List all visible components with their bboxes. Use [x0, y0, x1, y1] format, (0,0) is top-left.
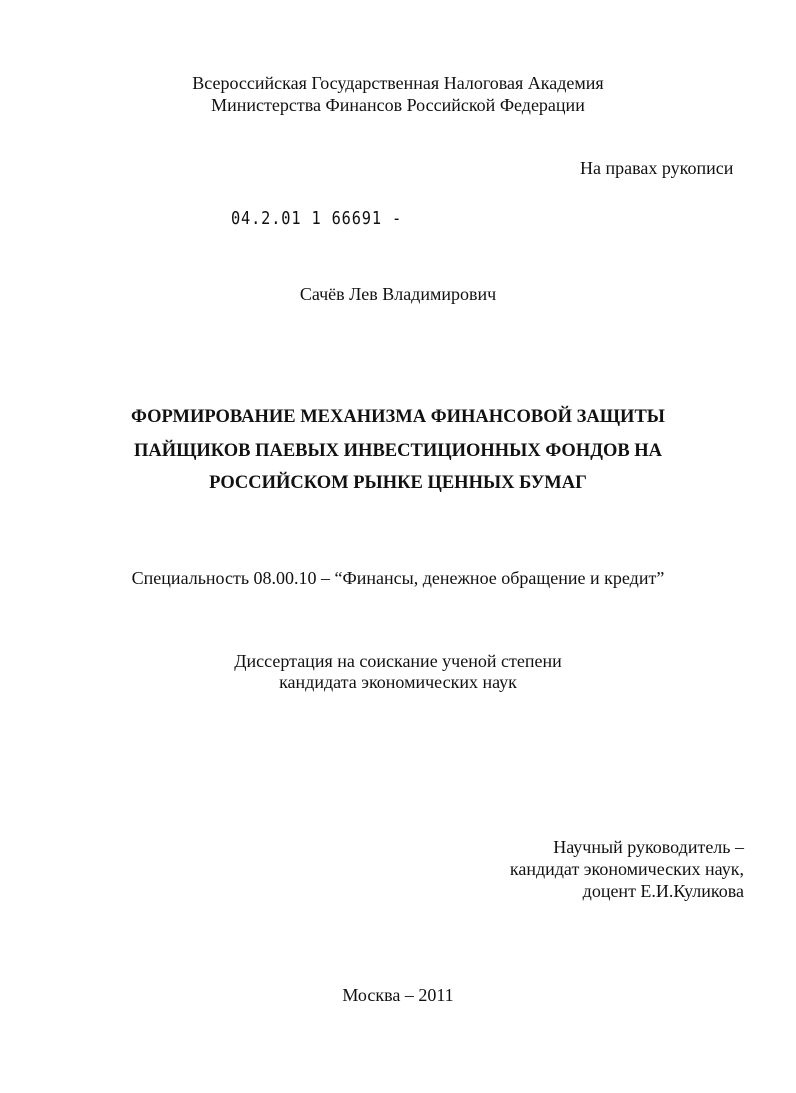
institution-line-1: Всероссийская Государственная Налоговая Академия: [192, 73, 604, 93]
author-name: Сачёв Лев Владимирович: [299, 284, 497, 304]
specialty: Специальность 08.00.10 – “Финансы, денежное обращение и кредит”: [131, 568, 665, 588]
degree-line-1: Диссертация на соискание ученой степени: [234, 651, 562, 671]
supervisor-line-2: кандидат экономических наук,: [509, 859, 744, 879]
degree-line-2: кандидата экономических наук: [279, 672, 517, 692]
title-line-2: ПАЙЩИКОВ ПАЕВЫХ ИНВЕСТИЦИОННЫХ ФОНДОВ НА: [133, 441, 663, 461]
supervisor-line-3: доцент Е.И.Куликова: [582, 881, 744, 901]
place-year: Москва – 2011: [342, 985, 454, 1005]
title-line-3: РОССИЙСКОМ РЫНКЕ ЦЕННЫХ БУМАГ: [209, 473, 587, 493]
supervisor-line-1: Научный руководитель –: [553, 837, 744, 857]
title-line-1: ФОРМИРОВАНИЕ МЕХАНИЗМА ФИНАНСОВОЙ ЗАЩИТЫ: [131, 407, 665, 427]
institution-line-2: Министерства Финансов Российской Федерации: [211, 95, 585, 115]
manuscript-note: На правах рукописи: [580, 158, 734, 178]
registration-stamp: 04.2.01 1 66691 -: [231, 208, 403, 229]
